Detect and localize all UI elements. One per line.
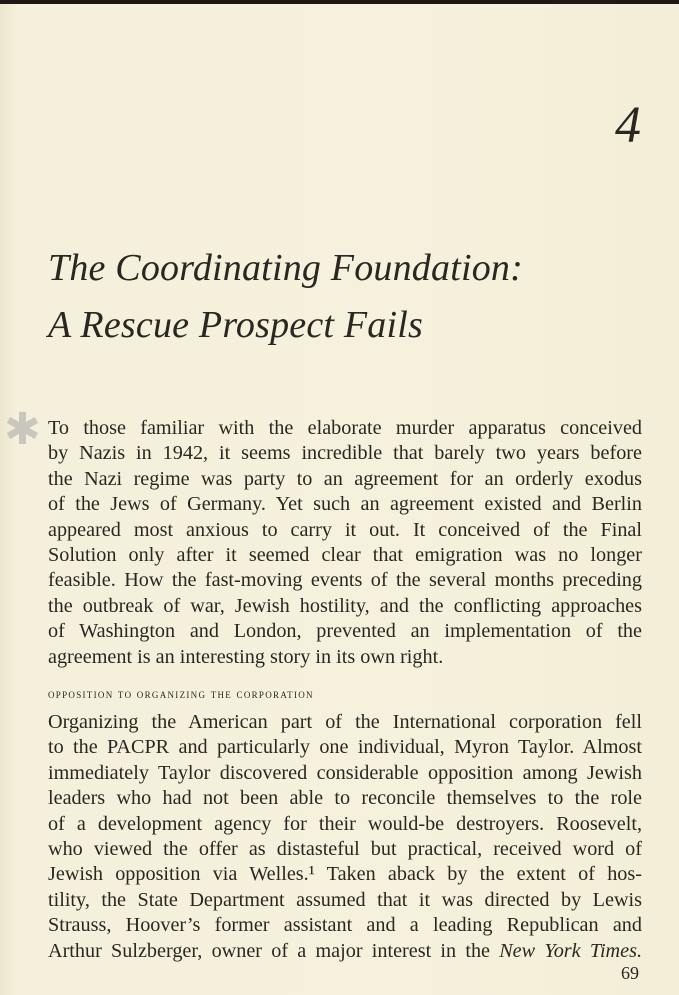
chapter-title	[48, 240, 648, 354]
chapter-title-line-1: The Coordinating Foundation:	[48, 247, 523, 289]
text-line: appeared most anxious to carry it out. It conceived of the Final	[48, 518, 642, 541]
text-line: by Nazis in 1942, it seems incredible that barely two years before	[48, 442, 642, 465]
text-line: of the Jews of Germany. Yet such an agreement existed and Berlin	[48, 493, 642, 516]
chapter-number: 4	[615, 97, 641, 154]
scan-top-edge	[0, 0, 679, 4]
text-line: leaders who had not been able to reconcile themselves to the role	[48, 787, 642, 810]
text-line: tility, the State Department assumed that it was directed by Lewis	[48, 888, 642, 911]
asterisk-margin-mark-icon: ✱	[4, 404, 41, 455]
text-line-last-prefix: Arthur Sulzberger, owner of a major interest in the	[48, 939, 500, 962]
text-line: the Nazi regime was party to an agreement for an orderly exodus	[48, 467, 642, 490]
section-heading: opposition to organizing the corporation	[48, 687, 314, 701]
newspaper-title: New York Times.	[499, 939, 642, 962]
text-line-last	[48, 939, 642, 964]
text-line: Strauss, Hoover’s former assistant and a leading Republican and	[48, 914, 642, 937]
text-line: Organizing the American part of the International corporation fell	[48, 711, 642, 733]
text-line: to the PACPR and particularly one individual, Myron Taylor. Almost	[48, 736, 642, 759]
text-line: of a development agency for their would-be destroyers. Roosevelt,	[48, 812, 642, 835]
text-line: who viewed the offer as distasteful but practical, received word of	[48, 837, 642, 860]
section-paragraph	[48, 710, 642, 964]
text-line: Jewish opposition via Welles.¹ Taken aback by the extent of hos-	[48, 863, 642, 886]
text-line: Solution only after it seemed clear that emigration was no longer	[48, 543, 642, 566]
chapter-title-line-2: A Rescue Prospect Fails	[48, 304, 424, 346]
text-line: of Washington and London, prevented an implementation of the	[48, 620, 642, 643]
text-line: agreement is an interesting story in its own right.	[48, 645, 444, 668]
text-line: To those familiar with the elaborate murder apparatus conceived	[48, 417, 642, 439]
page-number: 69	[621, 963, 639, 983]
text-line: feasible. How the fast-moving events of the several months preceding	[48, 569, 642, 592]
text-line: the outbreak of war, Jewish hostility, and the conflicting approaches	[48, 594, 642, 617]
intro-paragraph	[48, 416, 642, 670]
text-line: immediately Taylor discovered considerable opposition among Jewish	[48, 761, 642, 784]
